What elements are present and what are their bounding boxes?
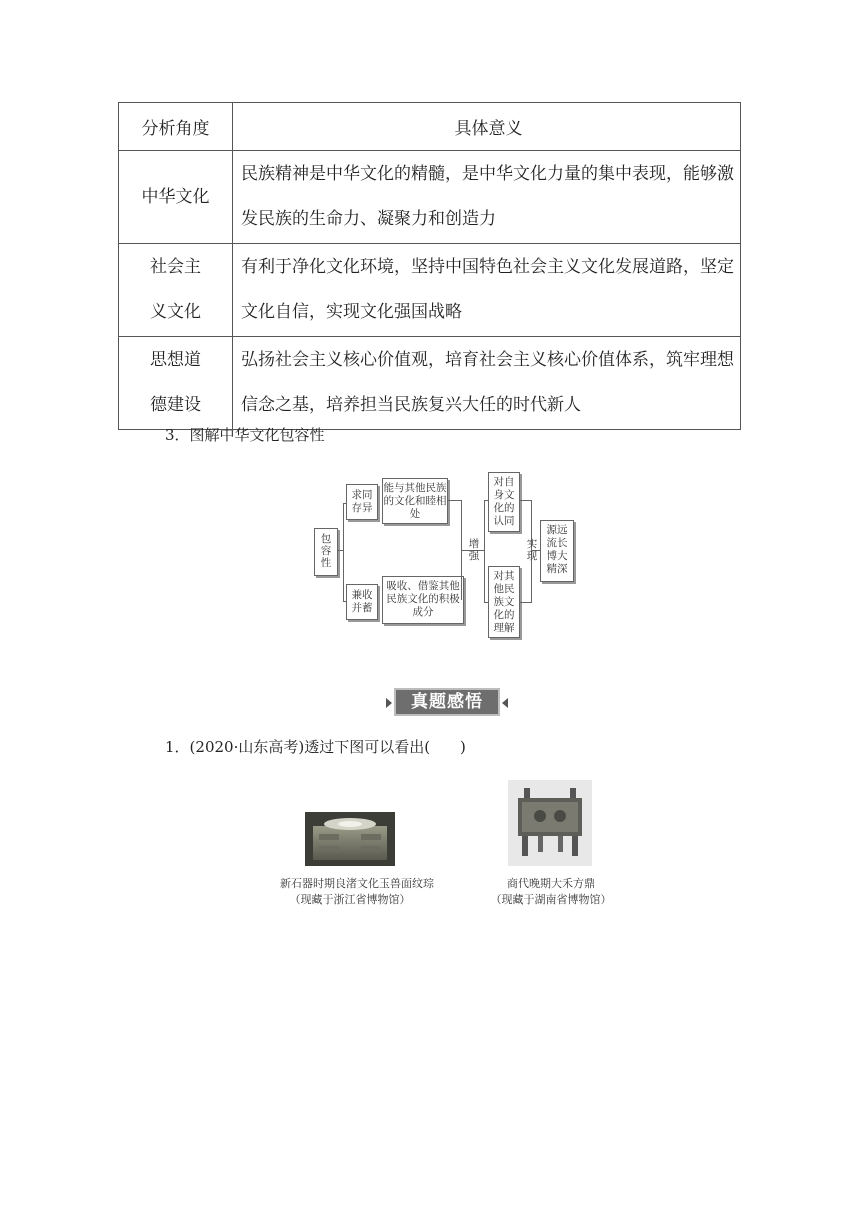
branch-top-label: 求同存异 bbox=[346, 484, 378, 520]
section-badge bbox=[386, 688, 508, 718]
connector bbox=[484, 500, 485, 602]
header-angle: 分析角度 bbox=[119, 103, 233, 151]
meaning-table bbox=[118, 102, 741, 430]
meaning-cell: 有利于净化文化环境，坚持中国特色社会主义文化发展道路，坚定文化自信，实现文化强国战略 bbox=[233, 244, 741, 337]
caption bbox=[486, 876, 616, 908]
angle-cell: 中华文化 bbox=[119, 151, 233, 244]
table-row bbox=[119, 151, 741, 244]
branch-bottom-label: 兼收并蓄 bbox=[346, 584, 378, 620]
triangle-left-icon bbox=[386, 698, 392, 708]
root-label: 包容性 bbox=[320, 533, 332, 569]
root-box bbox=[314, 528, 338, 576]
angle-cell bbox=[119, 244, 233, 337]
angle-cell bbox=[119, 337, 233, 430]
caption-line: （现藏于浙江省博物馆） bbox=[289, 893, 411, 906]
caption-line: 新石器时期良渚文化玉兽面纹琮 bbox=[280, 877, 434, 890]
meaning-cell: 民族精神是中华文化的精髓，是中华文化力量的集中表现，能够激发民族的生命力、凝聚力和创造力 bbox=[233, 151, 741, 244]
table-row bbox=[119, 337, 741, 430]
badge-label: 真题感悟 bbox=[394, 688, 500, 716]
connector bbox=[343, 503, 344, 601]
section-heading: 3．图解中华文化包容性 bbox=[165, 426, 325, 444]
angle-line: 思想道 bbox=[150, 350, 201, 370]
branch-top-desc: 能与其他民族的文化和睦相处 bbox=[382, 478, 448, 524]
angle-line: 德建设 bbox=[150, 395, 201, 415]
link-enhance: 增强 bbox=[468, 538, 480, 562]
header-meaning: 具体意义 bbox=[233, 103, 741, 151]
question-text: 1．(2020·山东高考)透过下图可以看出( ) bbox=[165, 738, 466, 756]
result-bottom: 对其他民族文化的理解 bbox=[488, 566, 520, 638]
triangle-right-icon bbox=[502, 698, 508, 708]
bronze-ding-photo-icon bbox=[508, 780, 592, 866]
caption bbox=[280, 876, 434, 908]
angle-line: 义文化 bbox=[150, 302, 201, 322]
caption-line: 商代晚期大禾方鼎 bbox=[507, 877, 595, 890]
jade-cong-photo-icon bbox=[305, 812, 395, 866]
branch-bottom-desc: 吸收、借鉴其他民族文化的积极成分 bbox=[382, 576, 464, 624]
table-row bbox=[119, 244, 741, 337]
connector bbox=[448, 500, 462, 501]
caption-line: （现藏于湖南省博物馆） bbox=[490, 893, 612, 906]
link-realize: 实现 bbox=[526, 538, 538, 562]
table-header-row bbox=[119, 103, 741, 151]
meaning-cell: 弘扬社会主义核心价值观，培育社会主义核心价值体系，筑牢理想信念之基，培养担当民族复兴大任的时代新人 bbox=[233, 337, 741, 430]
angle-line: 社会主 bbox=[150, 257, 201, 277]
result-top: 对自身文化的认同 bbox=[488, 472, 520, 532]
final-box: 源远流长博大精深 bbox=[540, 520, 574, 582]
